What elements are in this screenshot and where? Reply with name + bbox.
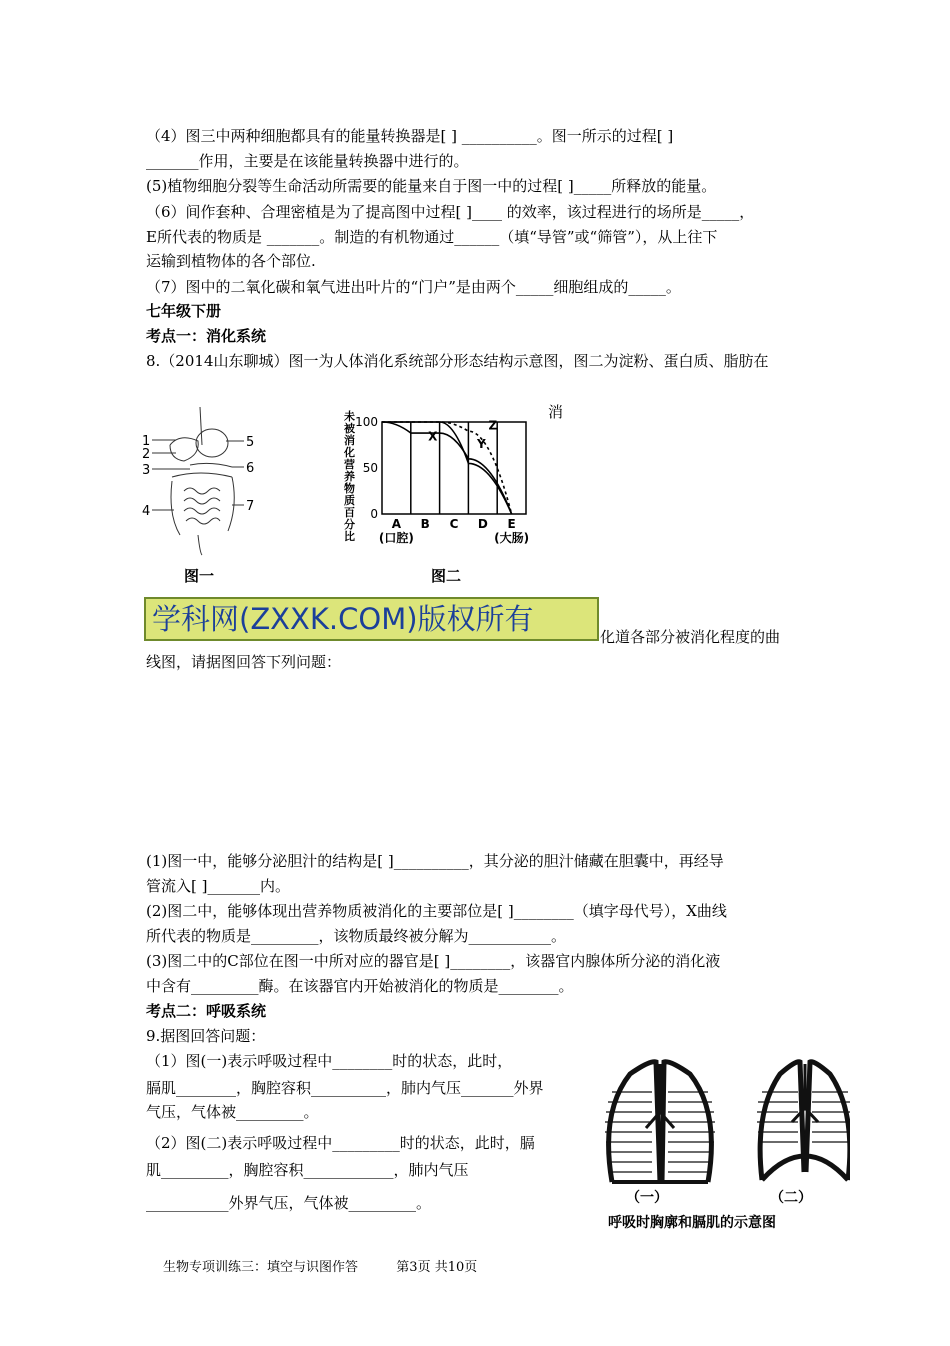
q9-1-line2: 膈肌________，胸腔容积__________，肺内气压_______外界 <box>146 1079 544 1097</box>
q7-6-line1: （6）间作套种、合理密植是为了提高图中过程[ ]____ 的效率，该过程进行的场所是_____， <box>146 203 755 221</box>
q7-4-line2: _______作用，主要是在该能量转换器中进行的。 <box>146 152 469 170</box>
q8-3-line1: (3)图二中的C部位在图一中所对应的器官是[ ]________，该器官内腺体所分泌的消化液 <box>146 952 721 970</box>
ylabel-char: 物 <box>344 482 355 495</box>
ylabel-char: 百 <box>344 506 355 519</box>
y-tick-label: 0 <box>370 507 378 521</box>
esophagus <box>200 407 202 445</box>
ylabel-char: 消 <box>344 434 355 447</box>
curve-z <box>382 422 512 514</box>
q7-4-line1: （4）图三中两种细胞都具有的能量转换器是[ ] __________。图一所示的过程[ ] <box>146 127 674 145</box>
ylabel-char: 比 <box>344 530 355 543</box>
fig1-caption: 图一 <box>184 567 215 585</box>
q8-3-line2: 中含有_________酶。在该器官内开始被消化的物质是________。 <box>146 977 574 995</box>
footer-title: 生物专项训练三：填空与识图作答 <box>163 1260 359 1275</box>
pancreas <box>190 463 232 467</box>
thorax-inhale <box>605 1062 715 1182</box>
small-intestine <box>184 488 220 524</box>
footer <box>163 1256 477 1275</box>
fig1-label-3: 3 <box>142 463 151 478</box>
fig1-label-4: 4 <box>142 504 151 519</box>
q8-intro-cont2: 线图，请据图回答下列问题： <box>146 653 342 671</box>
ylabel-char: 化 <box>344 446 355 459</box>
breathing-caption: 呼吸时胸廓和膈肌的示意图 <box>608 1215 776 1231</box>
ylabel-char: 营 <box>344 458 355 471</box>
x-sub-label-mouth: (口腔) <box>378 531 414 545</box>
q9-1-line1: （1）图(一)表示呼吸过程中________时的状态，此时， <box>146 1052 513 1070</box>
q8-1-line2: 管流入[ ]_______内。 <box>146 877 290 895</box>
breathing-diagram <box>590 1052 850 1237</box>
curve-label-y: Y <box>477 436 486 451</box>
y-tick-label: 50 <box>362 461 378 475</box>
ylabel-char: 质 <box>344 494 355 507</box>
stomach <box>196 429 228 457</box>
y-tick-label: 100 <box>355 415 378 429</box>
q8-2-line2: 所代表的物质是_________，该物质最终被分解为___________。 <box>146 927 567 945</box>
q7-6-line3: 运输到植物体的各个部位. <box>146 252 316 270</box>
large-intestine-sides <box>171 477 234 535</box>
liver <box>170 438 198 461</box>
page-number: 第3页 共10页 <box>396 1260 478 1275</box>
ylabel-char: 分 <box>344 518 355 531</box>
q9-intro: 9.据图回答问题： <box>146 1027 266 1045</box>
kp2-heading: 考点二：呼吸系统 <box>146 1002 267 1020</box>
ylabel-char: 被 <box>344 422 355 435</box>
rectum <box>198 535 202 555</box>
curve-label-z: Z <box>488 418 498 433</box>
thorax-exhale <box>757 1062 850 1180</box>
q7-5-line: (5)植物细胞分裂等生命活动所需要的能量来自于图一中的过程[ ]_____所释放的能量。 <box>146 177 717 195</box>
q8-intro-cont1: 化道各部分被消化程度的曲 <box>600 628 781 646</box>
q8-xiao: 消 <box>548 403 564 421</box>
digestion-curve-chart <box>336 408 546 558</box>
curve-y <box>382 422 512 514</box>
kp1-heading: 考点一：消化系统 <box>146 327 267 345</box>
x-tick-label: A <box>391 517 402 531</box>
fig2-caption: 图二 <box>431 567 462 585</box>
q9-1-line3: 气压，气体被_________。 <box>146 1103 319 1121</box>
thorax-label-2: （二） <box>770 1190 812 1206</box>
fig1-label-5: 5 <box>246 435 255 450</box>
q8-1-line1: (1)图一中，能够分泌胆汁的结构是[ ]__________，其分泌的胆汁储藏在胆囊中，再经导 <box>146 852 724 870</box>
fig1-label-1: 1 <box>142 434 151 449</box>
fig1-label-2: 2 <box>142 447 151 462</box>
x-tick-label: B <box>420 517 430 531</box>
ylabel-char: 养 <box>344 470 355 483</box>
q9-2-line1: （2）图(二)表示呼吸过程中_________时的状态，此时，膈 <box>146 1134 535 1152</box>
fig1-label-7: 7 <box>246 499 255 514</box>
x-tick-label: D <box>477 517 488 531</box>
chart-ylabel <box>343 409 356 543</box>
transverse-colon <box>172 473 232 477</box>
q7-7-line: （7）图中的二氧化碳和氧气进出叶片的“门户”是由两个_____细胞组成的_____。 <box>146 278 681 296</box>
curve-label-x: X <box>428 429 438 444</box>
section-title: 七年级下册 <box>146 302 222 320</box>
q8-2-line1: (2)图二中，能够体现出营养物质被消化的主要部位是[ ]________（填字母代号），X曲线 <box>146 902 727 920</box>
fig1-label-6: 6 <box>246 461 255 476</box>
q9-2-line2: 肌_________，胸腔容积____________，肺内气压 <box>146 1161 469 1179</box>
digestive-system-diagram <box>140 405 270 565</box>
watermark-banner: 学科网(ZXXK.COM)版权所有 <box>144 597 599 641</box>
thorax-label-1: （一） <box>626 1190 668 1206</box>
q9-2-line3: ___________外界气压，气体被_________。 <box>146 1194 432 1212</box>
q8-intro: 8.（2014山东聊城）图一为人体消化系统部分形态结构示意图，图二为淀粉、蛋白质、脂肪在 <box>146 352 769 370</box>
curve-x <box>382 422 512 514</box>
x-sub-label-large-intestine: (大肠) <box>494 531 530 545</box>
x-tick-label: C <box>449 517 459 531</box>
q7-6-line2: E所代表的物质是 _______。制造的有机物通过______（填“导管”或“筛管”），从上往下 <box>146 228 718 246</box>
ylabel-char: 未 <box>344 410 355 423</box>
x-tick-label: E <box>507 517 516 531</box>
